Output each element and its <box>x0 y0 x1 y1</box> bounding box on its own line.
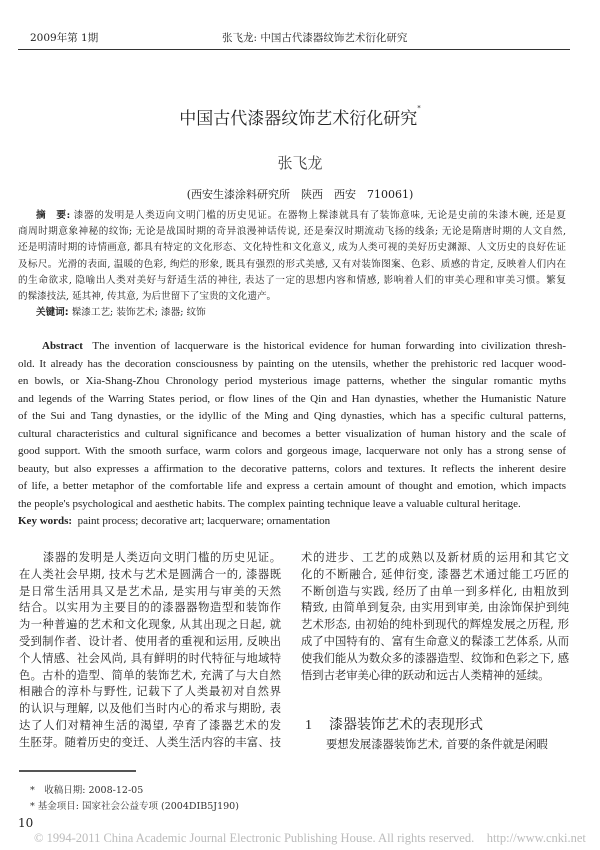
section-first-line: 要想发展漆器装饰艺术, 首要的条件就是闲暇 <box>326 738 548 751</box>
abstract-cn-line: 及标尺。光滑的表面, 温暖的色彩, 绚烂的形象, 既具有强烈的形式美感, 又有对装饰图案、色彩、质感的肯定, 反映着人们内在 <box>18 258 566 270</box>
body-line: 是日常生活用具又是艺术品, 是实用与审美的天然 <box>19 584 281 598</box>
section-number: 1 <box>305 718 312 733</box>
section-title: 漆器装饰艺术的表现形式 <box>329 717 483 733</box>
abstract-cn-label: 摘 要: <box>36 210 71 221</box>
abstract-en <box>18 338 566 531</box>
footnote-rule <box>19 770 136 772</box>
abstract-cn <box>18 208 566 321</box>
abstract-en-text: The invention of lacquerware is the historical evidence for human forwarding into civilization thresh- <box>92 340 566 352</box>
body-line: 色。古朴的造型、简单的装饰艺术, 充满了与大自然 <box>19 668 281 682</box>
header-rule <box>18 49 570 50</box>
abstract-en-line: old. It already has the decoration consciousness by painting on the utensils, whether the prehistoric red lacquer wood- <box>18 357 566 370</box>
footnote-funding: * 基金项目: 国家社会公益专项 (2004DIB5J190) <box>30 801 239 812</box>
body-line: 达了人们对精神生活的渴望, 孕育了漆器艺术的发 <box>19 718 281 732</box>
abstract-en-line: and legends of the Warring States period, or flow lines of the Qin and Han dynasties, whether the Humanistic Nature <box>18 392 566 405</box>
body-line: 漆器的发明是人类迈向文明门槛的历史见证。 <box>19 551 281 564</box>
copyright-watermark: © 1994-2011 China Academic Journal Electronic Publishing House. All rights reserved. http://www.cnki.net <box>34 831 586 845</box>
body-line: 受到制作者、设计者、使用者的重视和运用, 反映出 <box>19 634 281 648</box>
keywords-cn-label: 关键词: <box>36 307 69 319</box>
body-line: 相融合的淳朴与野性, 记载下了人类最初对自然界 <box>19 685 281 699</box>
author: 张飞龙 <box>277 154 323 172</box>
body-line: 精致, 由简单到复杂, 由实用到审美, 由涂饰保护到纯 <box>301 601 569 615</box>
keywords-cn <box>18 305 566 321</box>
page-number: 10 <box>18 816 34 830</box>
body-column-left <box>19 550 281 752</box>
body-line: 的认识与理解, 以及他们当时内心的希求与期盼, 表 <box>19 702 281 716</box>
abstract-en-line: the people's psychological and aesthetic habits. The complex painting technique leave a valuable cultural heritage. <box>18 497 521 510</box>
abstract-en-line: of life, a better metaphor of the comfortable life and express a certain amount of thought and emotion, which impacts <box>18 480 566 492</box>
abstract-cn-line: 的髹漆技法, 延其神, 传其意, 为后世留下了宝贵的文化遗产。 <box>18 290 277 302</box>
abstract-cn-line-0 <box>18 208 566 224</box>
title-text: 中国古代漆器纹饰艺术衍化研究 <box>179 109 418 129</box>
abstract-en-line: en bowls, or Xia-Shang-Zhou Chronology period mysterious image patterns, whether the singular romantic myths <box>18 375 566 387</box>
abstract-cn-text: 漆器的发明是人类迈向文明门槛的历史见证。在器物上髹漆就具有了装饰意味, 无论是史前的朱漆木碗, 还是夏 <box>73 210 566 221</box>
body-line: 个人情感、社会风尚, 具有鲜明的时代特征与地域特 <box>19 651 281 665</box>
body-line: 使我们能从为数众多的漆器造型、纹饰和色彩之下, 感 <box>301 651 569 665</box>
body-line: 术的进步、工艺的成熟以及新材质的运用和其它文 <box>301 551 569 564</box>
abstract-en-line: of the Sui and Tang dynasties, or the idyllic of the Ming and Qing dynasties, which has a specific cultural patterns, <box>18 410 566 422</box>
keywords-en-label: Key words: <box>18 515 73 527</box>
journal-issue: 2009年第 1期 <box>30 32 99 44</box>
body-line: 艺术形态, 由初始的纯朴到现代的辉煌发展之历程, 形 <box>301 618 569 632</box>
body-line: 化的不断融合, 延伸衍变, 漆器艺术通过能工巧匠的 <box>301 567 569 581</box>
abstract-en-line-0 <box>18 338 566 356</box>
body-line: 为一种普遍的艺术和文化现象, 从其出现之日起, 就 <box>19 618 281 632</box>
running-title: 张飞龙: 中国古代漆器纹饰艺术衍化研究 <box>222 32 408 44</box>
paper-title <box>0 104 600 129</box>
abstract-cn-line: 的生命欲求, 隐喻出人类对美好与舒适生活的神往, 表达了一定的思想内容和情感, 影响着人们的审美心理和审美习惯。繁复 <box>18 274 566 286</box>
footnote-received: * 收稿日期: 2008-12-05 <box>30 785 144 796</box>
title-footnote-mark: * <box>417 104 421 112</box>
body-line: 生胚芽。随着历史的变迁、人类生活内容的丰富、技 <box>19 735 281 749</box>
body-line: 在人类社会早期, 技术与艺术是圆满合一的, 漆器既 <box>19 567 281 581</box>
body-column-right <box>301 550 569 684</box>
abstract-en-line: good support. With the smooth surface, warm colors and gorgeous image, lacquerware not only has a strong sense of <box>18 445 566 457</box>
keywords-cn-text: 髹漆工艺; 装饰艺术; 漆器; 纹饰 <box>71 307 206 319</box>
abstract-cn-line: 商周时期意象神秘的纹饰; 无论是战国时期的奇异浪漫神话传说, 还是秦汉时期流动飞扬的线条; 无论是隋唐时期的人文自然, <box>18 226 566 238</box>
abstract-cn-line: 还是明清时期的诗情画意, 都具有特定的文化形态、文化特性和文化意义, 成为人类可视的美好历史渊源、人文历史的良好佐证 <box>18 242 566 254</box>
body-line: 悟到古老审美心律的跃动和远古人类精神的延续。 <box>301 668 550 682</box>
section-heading <box>305 716 483 735</box>
keywords-en-text: paint process; decorative art; lacquerware; ornamentation <box>77 515 331 527</box>
body-line: 不断创造与实践, 经历了由单一到多样化, 由粗放到 <box>301 584 569 598</box>
body-line: 成了中国特有的、富有生命意义的髹漆工艺体系, 从而 <box>301 634 569 648</box>
keywords-en <box>18 513 566 531</box>
abstract-en-label: Abstract <box>42 340 83 352</box>
body-line: 结合。以实用为主要目的的漆器器物造型和装饰作 <box>19 601 281 615</box>
abstract-en-line: cultural characteristics and cultural significance and becomes a better visualization of human history and the scale of <box>18 427 566 440</box>
abstract-en-line: beauty, but also expresses a affirmation to the decorative patterns, colors and textures. It reflects the inherent desire <box>18 462 566 475</box>
affiliation: (西安生漆涂料研究所 陕西 西安 710061) <box>186 188 414 201</box>
